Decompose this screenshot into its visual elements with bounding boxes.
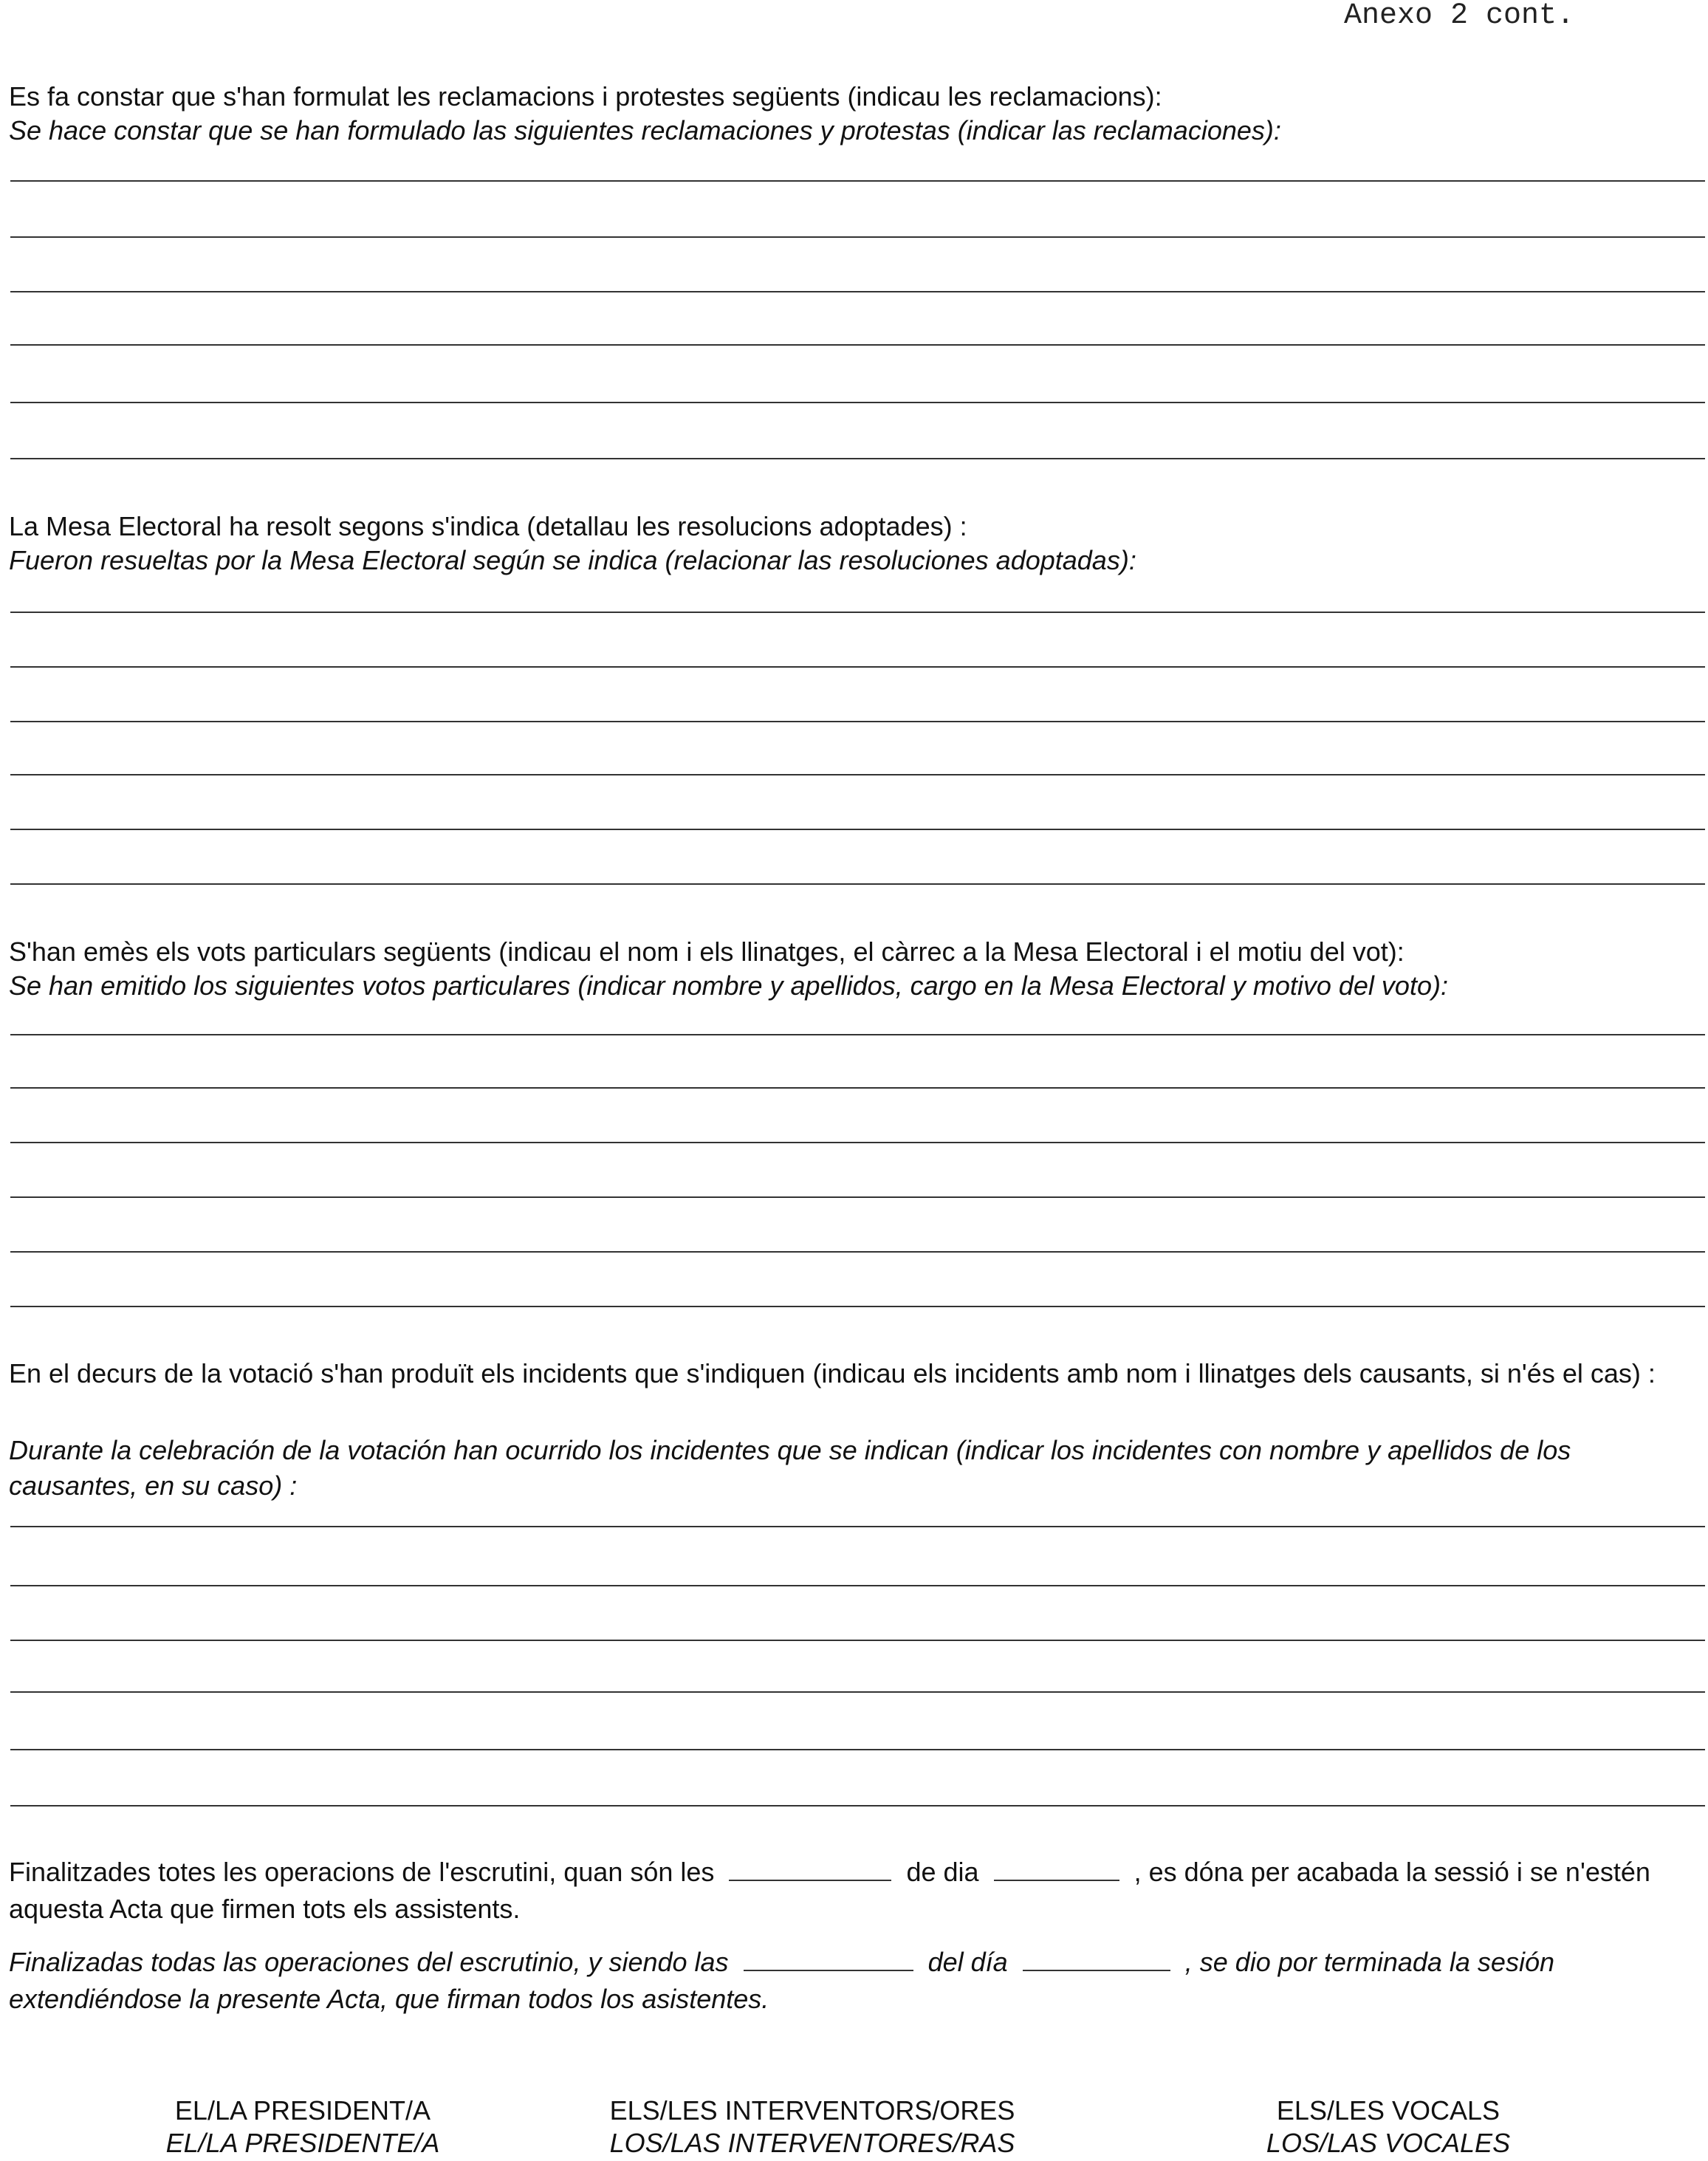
particular-votes-line-5[interactable] xyxy=(10,1251,1705,1253)
closing-es-part2: del día xyxy=(927,1947,1008,1977)
reclamations-line-3[interactable] xyxy=(10,291,1705,292)
incidents-line-3[interactable] xyxy=(10,1640,1705,1641)
signature-interventors-ca: ELS/LES INTERVENTORS/ORES xyxy=(609,2095,1015,2126)
closing-es-part3: , se dio por terminada la sesión extendiéndose la presente Acta, que firman todos los asistentes. xyxy=(9,1947,1554,2014)
closing-ca-part2: de dia xyxy=(906,1857,979,1887)
resolutions-heading-es: Fueron resueltas por la Mesa Electoral según se indica (relacionar las resoluciones adoptadas): xyxy=(9,545,1136,575)
signature-president-ca: EL/LA PRESIDENT/A xyxy=(174,2095,431,2126)
closing-es-day-blank[interactable] xyxy=(1023,1970,1170,1971)
closing-es-hour-blank[interactable] xyxy=(744,1970,913,1971)
annex-label: Anexo 2 cont. xyxy=(1344,0,1575,32)
signature-vocals-es: LOS/LAS VOCALES xyxy=(1266,2128,1511,2158)
closing-ca-day-blank[interactable] xyxy=(994,1880,1119,1881)
reclamations-line-1[interactable] xyxy=(10,180,1705,182)
particular-votes-line-1[interactable] xyxy=(10,1034,1705,1035)
reclamations-heading-es: Se hace constar que se han formulado las siguientes reclamaciones y protestas (indicar las reclamaciones): xyxy=(9,115,1281,145)
signature-interventors-es: LOS/LAS INTERVENTORES/RAS xyxy=(609,2128,1015,2158)
reclamations-line-4[interactable] xyxy=(10,344,1705,346)
closing-ca-hour-blank[interactable] xyxy=(729,1880,891,1881)
reclamations-line-2[interactable] xyxy=(10,236,1705,238)
closing-es-part1: Finalizadas todas las operaciones del escrutinio, y siendo las xyxy=(9,1947,729,1977)
incidents-heading-es: Durante la celebración de la votación han ocurrido los incidentes que se indican (indicar los incidentes con nombre y apellidos de los causantes, en su caso) : xyxy=(9,1435,1571,1501)
signature-vocals-ca: ELS/LES VOCALS xyxy=(1276,2095,1500,2126)
particular-votes-line-6[interactable] xyxy=(10,1306,1705,1307)
closing-ca-part1: Finalitzades totes les operacions de l'escrutini, quan són les xyxy=(9,1857,715,1887)
particular-votes-line-2[interactable] xyxy=(10,1087,1705,1089)
incidents-line-4[interactable] xyxy=(10,1691,1705,1693)
incidents-line-6[interactable] xyxy=(10,1805,1705,1806)
signature-president xyxy=(111,2095,495,2160)
reclamations-line-6[interactable] xyxy=(10,458,1705,459)
closing-ca xyxy=(9,1854,1700,1928)
reclamations-heading-ca: Es fa constar que s'han formulat les reclamacions i protestes següents (indicau les reclamacions): xyxy=(9,81,1162,112)
closing-es xyxy=(9,1944,1700,2018)
signature-vocals xyxy=(1196,2095,1580,2160)
incidents-line-2[interactable] xyxy=(10,1585,1705,1586)
particular-votes-line-3[interactable] xyxy=(10,1142,1705,1143)
signature-president-es: EL/LA PRESIDENTE/A xyxy=(165,2128,440,2158)
closing-ca-part3: , es dóna per acabada la sessió i se n'estén aquesta Acta que firmen tots els assistents. xyxy=(9,1857,1650,1924)
resolutions-line-3[interactable] xyxy=(10,721,1705,722)
particular-votes-line-4[interactable] xyxy=(10,1196,1705,1198)
resolutions-line-1[interactable] xyxy=(10,612,1705,613)
incidents-heading-ca: En el decurs de la votació s'han produït els incidents que s'indiquen (indicau els incidents amb nom i llinatges dels causants, si n'és el cas) : xyxy=(9,1358,1656,1388)
resolutions-line-2[interactable] xyxy=(10,666,1705,668)
particular-votes-heading-ca: S'han emès els vots particulars següents (indicau el nom i els llinatges, el càrrec a la Mesa Electoral i el motiu del vot): xyxy=(9,936,1405,967)
resolutions-heading-ca: La Mesa Electoral ha resolt segons s'indica (detallau les resolucions adoptades) : xyxy=(9,511,967,541)
resolutions-line-5[interactable] xyxy=(10,829,1705,830)
incidents-line-1[interactable] xyxy=(10,1526,1705,1527)
resolutions-line-6[interactable] xyxy=(10,883,1705,885)
particular-votes-heading-es: Se han emitido los siguientes votos particulares (indicar nombre y apellidos, cargo en la Mesa Electoral y motivo del voto): xyxy=(9,970,1448,1001)
reclamations-line-5[interactable] xyxy=(10,402,1705,403)
resolutions-line-4[interactable] xyxy=(10,774,1705,775)
signature-interventors xyxy=(576,2095,1049,2160)
incidents-line-5[interactable] xyxy=(10,1749,1705,1750)
